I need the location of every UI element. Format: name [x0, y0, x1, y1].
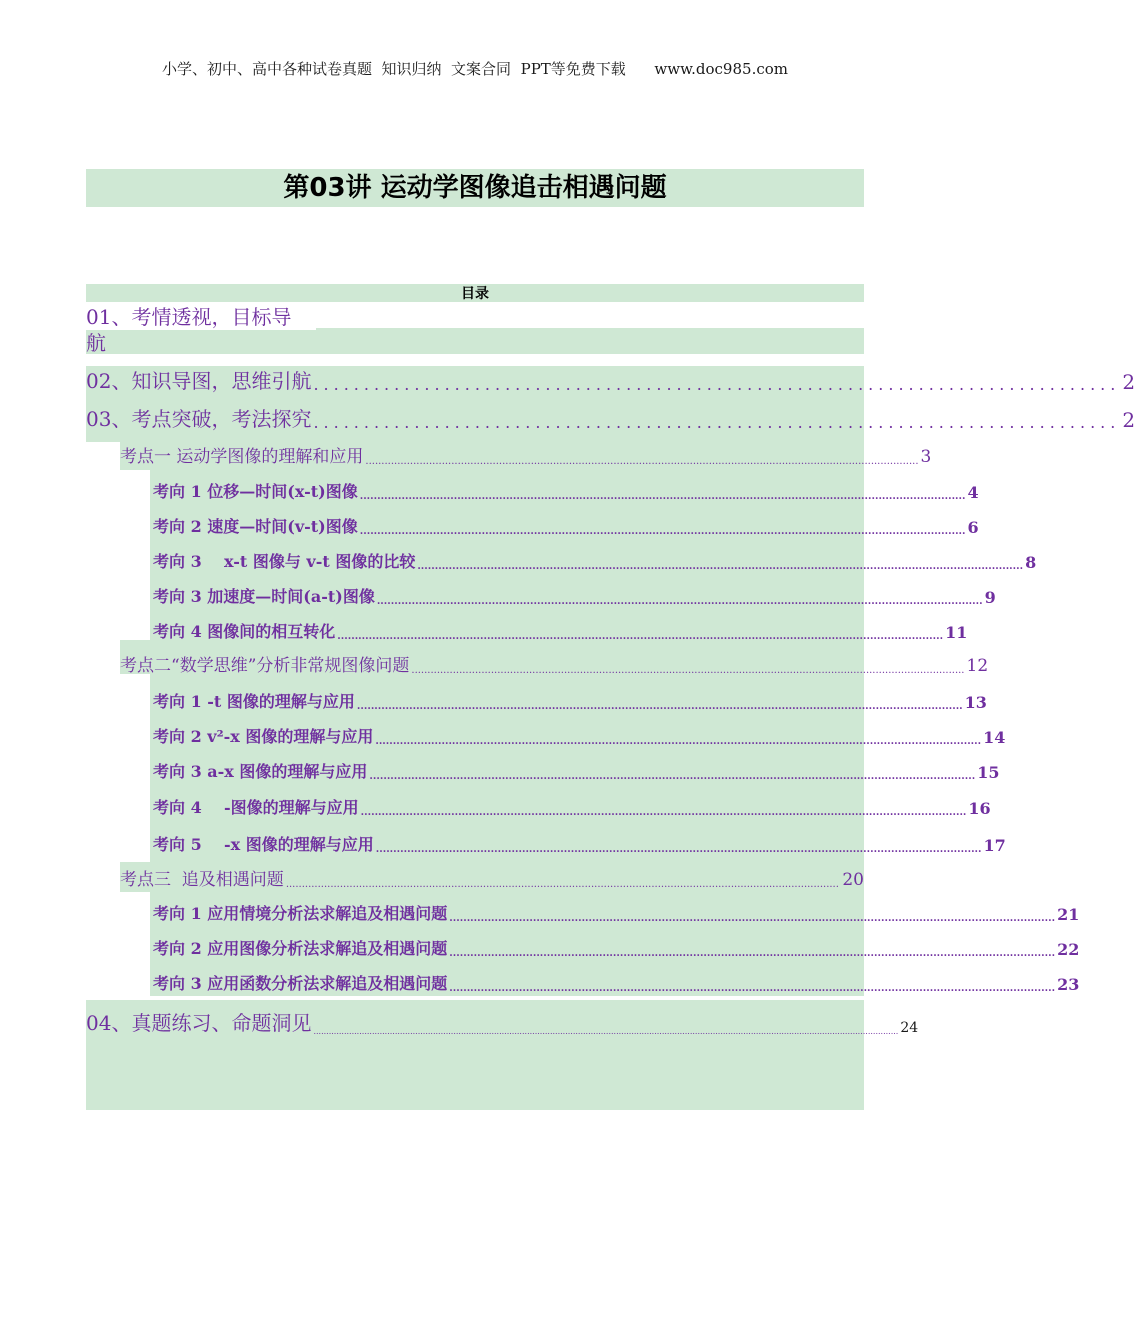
toc-page-number: 6 — [967, 518, 979, 537]
toc-entry-kaoxiang-1-2[interactable] — [153, 513, 979, 537]
toc-page-number: 16 — [968, 799, 991, 818]
dot-leader: .............................................................................................................................................................................. — [369, 771, 976, 782]
toc-entry-text: 04、真题练习、命题洞见 — [86, 1011, 312, 1035]
toc-entry-text: 考向 3 a-x 图像的理解与应用 — [153, 762, 368, 781]
dot-leader: .............................................................................................................................................................................. — [376, 596, 983, 607]
toc-entry-text: 考向 3 应用函数分析法求解追及相遇问题 — [153, 974, 448, 993]
dot-leader: .............................................................................................................................................................................. — [411, 665, 965, 676]
toc-entry-text: 考点二“数学思维”分析非常规图像问题 — [120, 656, 410, 676]
toc-entry-01-line1: 01、考情透视，目标导 — [86, 304, 316, 330]
toc-page-number: 24 — [900, 1020, 919, 1036]
dot-leader: .............................................................................................................................................................................. — [360, 807, 967, 818]
toc-page-number: 23 — [1057, 975, 1080, 994]
toc-entry-01-line2: 航 — [86, 331, 106, 355]
toc-entry-03[interactable] — [86, 404, 1135, 432]
toc-entry-kaoxiang-3-1[interactable] — [153, 900, 1080, 924]
toc-entry-text: 考向 3 加速度—时间(a-t)图像 — [153, 587, 375, 606]
toc-entry-text: 考向 1 应用情境分析法求解追及相遇问题 — [153, 904, 448, 923]
dot-leader: .............................................................................................................................................................................. — [365, 456, 919, 467]
dot-leader: .............................................................................................................................................................................. — [359, 491, 966, 502]
toc-page-number: 20 — [842, 870, 864, 890]
toc-entry-04[interactable] — [86, 1008, 919, 1036]
dot-leader: .............................................................................................................................................................................. — [356, 701, 963, 712]
toc-entry-01[interactable] — [86, 304, 316, 356]
document-title: 第03讲 运动学图像追击相遇问题 — [86, 169, 864, 207]
toc-entry-kaoxiang-1-4[interactable] — [153, 583, 996, 607]
dot-leader: .............................................................................................................................................................................. — [449, 913, 1056, 924]
dot-leader: .............................................................................................................................................................................. — [375, 844, 982, 855]
toc-page-number: 22 — [1057, 940, 1080, 959]
toc-page-number: 8 — [1025, 553, 1037, 572]
toc-entry-kaodian-2[interactable] — [120, 652, 989, 676]
toc-entry-kaoxiang-2-4[interactable] — [153, 794, 991, 818]
toc-page-number: 3 — [920, 447, 932, 467]
toc-page-number: 21 — [1057, 905, 1080, 924]
toc-entry-kaodian-3[interactable] — [120, 866, 864, 890]
toc-page-number: 11 — [945, 623, 968, 642]
toc-entry-kaodian-1[interactable] — [120, 443, 932, 467]
dot-leader: ................................................................................ — [313, 375, 1121, 394]
toc-entry-kaoxiang-2-2[interactable] — [153, 723, 1006, 747]
toc-entry-text: 考点一 运动学图像的理解和应用 — [120, 447, 364, 467]
dot-leader: .............................................................................................................................................................................. — [417, 561, 1024, 572]
toc-entry-text: 考向 4 -图像的理解与应用 — [153, 798, 359, 817]
toc-entry-kaoxiang-2-3[interactable] — [153, 758, 1000, 782]
page-header: 小学、初中、高中各种试卷真题 知识归纳 文案合同 PPT等免费下载 www.doc985.com — [161, 60, 788, 78]
toc-heading: 目录 — [461, 286, 489, 302]
toc-page-number: 14 — [983, 728, 1006, 747]
toc-entry-02[interactable] — [86, 366, 1135, 394]
toc-page-number: 2 — [1122, 370, 1135, 394]
toc-entry-kaoxiang-1-1[interactable] — [153, 478, 979, 502]
toc-page-number: 2 — [1122, 408, 1135, 432]
toc-entry-text: 考向 4 图像间的相互转化 — [153, 622, 336, 641]
toc-entry-text: 考向 1 -t 图像的理解与应用 — [153, 692, 355, 711]
toc-entry-text: 03、考点突破，考法探究 — [86, 407, 312, 431]
toc-entry-text: 考向 2 v²-x 图像的理解与应用 — [153, 727, 374, 746]
toc-entry-kaoxiang-2-1[interactable] — [153, 688, 987, 712]
dot-leader: ................................................................................ — [313, 413, 1121, 432]
toc-entry-text: 考向 2 应用图像分析法求解追及相遇问题 — [153, 939, 448, 958]
toc-entry-text: 02、知识导图，思维引航 — [86, 369, 312, 393]
toc-entry-text: 考向 1 位移—时间(x-t)图像 — [153, 482, 358, 501]
toc-entry-text: 考向 5 -x 图像的理解与应用 — [153, 835, 374, 854]
toc-entry-kaoxiang-2-5[interactable] — [153, 831, 1006, 855]
toc-entry-text: 考点三 追及相遇问题 — [120, 870, 284, 890]
toc-page-number: 4 — [967, 483, 979, 502]
dot-leader: .............................................................................................................................................................................. — [449, 983, 1056, 994]
dot-leader: .............................................................................................................................................................................. — [285, 879, 839, 890]
toc-entry-text: 考向 3 x-t 图像与 v-t 图像的比较 — [153, 552, 416, 571]
toc-page-number: 13 — [964, 693, 987, 712]
toc-entry-kaoxiang-1-5[interactable] — [153, 618, 968, 642]
toc-page-number: 12 — [966, 656, 989, 676]
toc-entry-kaoxiang-3-3[interactable] — [153, 970, 1080, 994]
toc-entry-text: 考向 2 速度—时间(v-t)图像 — [153, 517, 358, 536]
dot-leader: .............................................................................................................................................................................. — [375, 736, 982, 747]
toc-page-number: 9 — [984, 588, 996, 607]
dot-leader: ...................................................................................................................................................................................................................................... — [313, 1027, 899, 1036]
toc-page-number: 17 — [983, 836, 1006, 855]
dot-leader: .............................................................................................................................................................................. — [337, 631, 944, 642]
toc-entry-kaoxiang-1-3[interactable] — [153, 548, 1037, 572]
toc-page-number: 15 — [977, 763, 1000, 782]
dot-leader: .............................................................................................................................................................................. — [359, 526, 966, 537]
dot-leader: .............................................................................................................................................................................. — [449, 948, 1056, 959]
toc-entry-kaoxiang-3-2[interactable] — [153, 935, 1080, 959]
